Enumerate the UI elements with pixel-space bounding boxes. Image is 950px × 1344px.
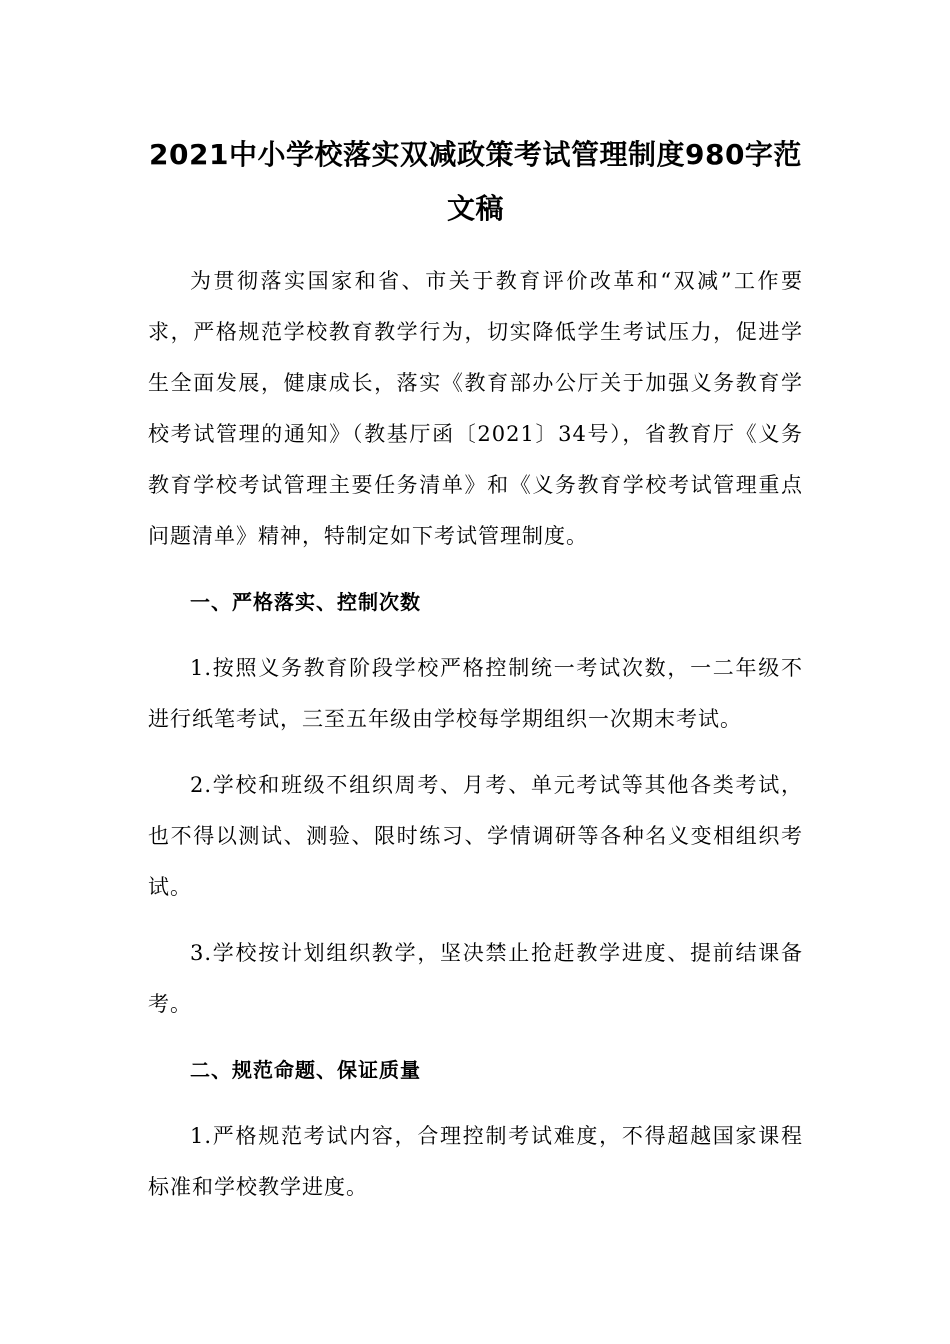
section-1 (148, 577, 803, 1045)
section-2 (148, 1045, 803, 1213)
section-item: 1.严格规范考试内容，合理控制考试难度，不得超越国家课程标准和学校教学进度。 (148, 1124, 803, 1199)
document-page (148, 128, 803, 1213)
section-item: 3.学校按计划组织教学，坚决禁止抢赶教学进度、提前结课备考。 (148, 941, 803, 1016)
document-title: 2021中小学校落实双减政策考试管理制度980字范文稿 (149, 138, 802, 225)
intro-paragraph: 为贯彻落实国家和省、市关于教育评价改革和“双减”工作要求，严格规范学校教育教学行为，切实降低学生考试压力，促进学生全面发展，健康成长，落实《教育部办公厅关于加强义务教育学校考试管理的通知》（教基厅函〔2021〕34号），省教育厅《义务教育学校考试管理主要任务清单》和《义务教育学校考试管理重点问题清单》精神，特制定如下考试管理制度。 (148, 269, 803, 548)
section-item: 2.学校和班级不组织周考、月考、单元考试等其他各类考试，也不得以测试、测验、限时练习、学情调研等各种名义变相组织考试。 (148, 773, 803, 899)
section-item: 1.按照义务教育阶段学校严格控制统一考试次数，一二年级不进行纸笔考试，三至五年级由学校每学期组织一次期末考试。 (148, 656, 803, 731)
section-heading: 一、严格落实、控制次数 (190, 590, 421, 614)
section-heading: 二、规范命题、保证质量 (190, 1058, 421, 1082)
